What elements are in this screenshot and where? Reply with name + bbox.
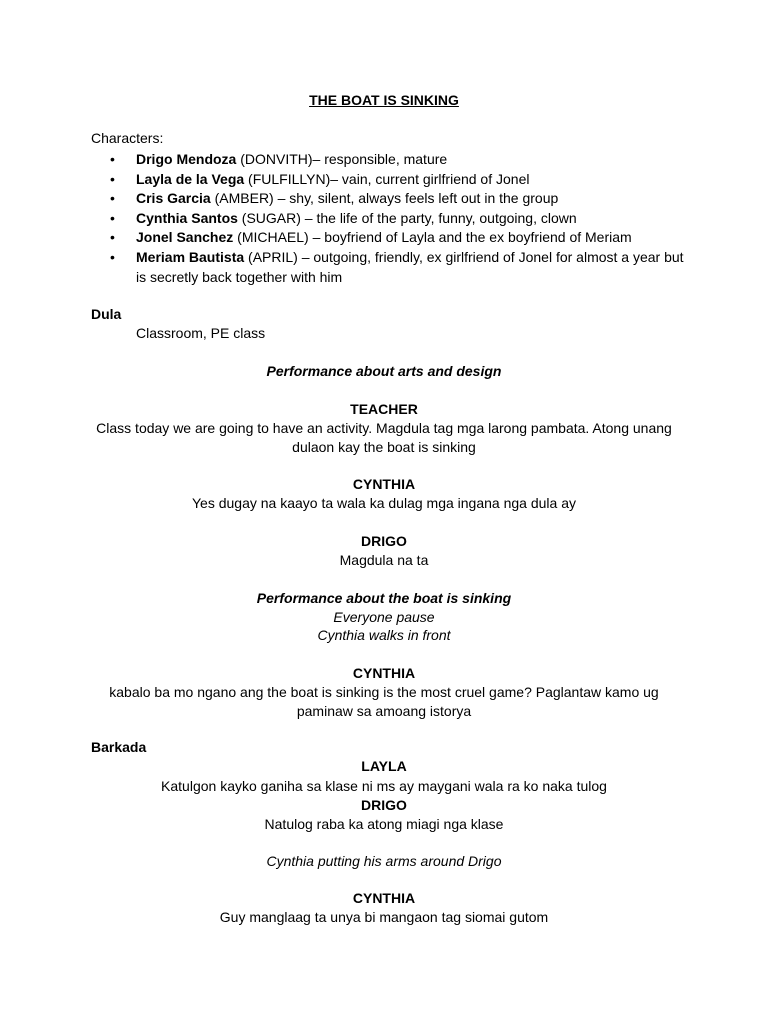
speaker-name: CYNTHIA: [352, 665, 416, 681]
dialogue-line: Guy manglaag ta unya bi mangaon tag siomai gutom: [219, 909, 549, 925]
list-item: [110, 170, 690, 190]
stage-direction: Cynthia putting his arms around Drigo: [266, 853, 502, 869]
performance-heading: Performance about arts and design: [266, 363, 502, 379]
bullet-icon: •: [110, 229, 115, 246]
dialogue-line: dulaon kay the boat is sinking: [292, 439, 476, 455]
bullet-icon: •: [110, 151, 115, 167]
document-title: THE BOAT IS SINKING: [309, 92, 459, 108]
character-name: Cynthia Santos: [136, 209, 238, 226]
performance-heading: Performance about the boat is sinking: [256, 590, 512, 606]
speaker-name: DRIGO: [361, 533, 407, 549]
list-item: [110, 150, 690, 170]
character-name: Meriam Bautista: [136, 248, 245, 265]
character-description: (DONVITH)– responsible, mature: [236, 151, 448, 167]
character-description: (MICHAEL) – boyfriend of Layla and the ex boyfriend of Meriam: [233, 229, 632, 246]
character-description: (SUGAR) – the life of the party, funny, outgoing, clown: [237, 209, 577, 226]
stage-direction: Everyone pause: [333, 609, 435, 625]
list-item: [110, 189, 690, 209]
dialogue-line: Magdula na ta: [339, 552, 429, 568]
character-name: Drigo Mendoza: [136, 151, 237, 167]
setting-text: Classroom, PE class: [136, 325, 266, 341]
dialogue-line: paminaw sa amoang istorya: [296, 703, 472, 719]
bullet-icon: •: [110, 209, 115, 226]
section-heading-barkada: Barkada: [91, 739, 147, 755]
speaker-name: CYNTHIA: [352, 890, 416, 906]
character-name: Cris Garcia: [136, 190, 211, 207]
character-name: Jonel Sanchez: [136, 229, 234, 246]
speaker-name: CYNTHIA: [352, 476, 416, 492]
characters-label: Characters:: [91, 130, 164, 146]
character-description: (AMBER) – shy, silent, always feels left out in the group: [210, 190, 559, 207]
character-description: (FULFILLYN)– vain, current girlfriend of Jonel: [244, 170, 530, 187]
list-item: [110, 228, 690, 248]
speaker-name: LAYLA: [361, 758, 407, 774]
stage-direction: Cynthia walks in front: [317, 627, 451, 643]
bullet-icon: •: [110, 190, 115, 207]
list-item: [110, 248, 690, 287]
dialogue-line: kabalo ba mo ngano ang the boat is sinking is the most cruel game? Paglantaw kamo ug: [109, 684, 659, 700]
bullet-icon: •: [110, 170, 115, 187]
character-name: Layla de la Vega: [136, 170, 245, 187]
dialogue-line: Katulgon kayko ganiha sa klase ni ms ay maygani wala ra ko naka tulog: [161, 778, 607, 794]
character-list: [110, 150, 690, 287]
dialogue-line: Class today we are going to have an activity. Magdula tag mga larong pambata. Atong unang: [96, 420, 672, 436]
dialogue-line: Natulog raba ka atong miagi nga klase: [264, 816, 504, 832]
speaker-name: TEACHER: [350, 401, 418, 417]
character-description: (APRIL) – outgoing, friendly, ex girlfriend of Jonel for almost a year but is secretly back together with him: [136, 248, 684, 285]
speaker-name: DRIGO: [361, 797, 407, 813]
dialogue-line: Yes dugay na kaayo ta wala ka dulag mga ingana nga dula ay: [192, 495, 576, 511]
list-item: [110, 209, 690, 229]
section-heading-dula: Dula: [91, 306, 122, 322]
bullet-icon: •: [110, 248, 115, 265]
